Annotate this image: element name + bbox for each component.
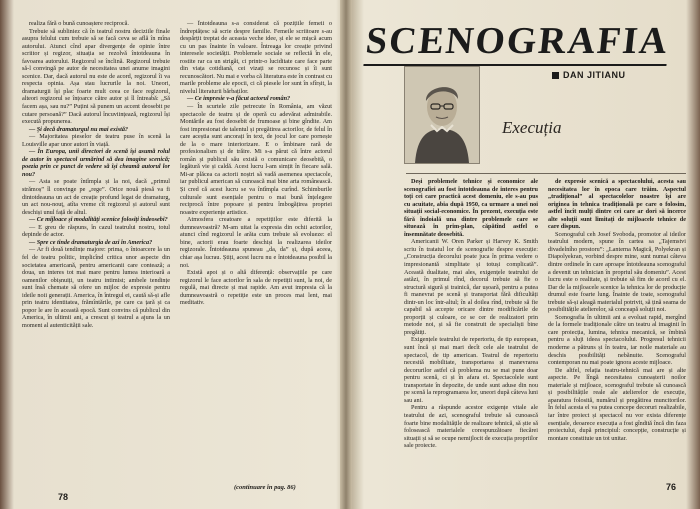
- paragraph: realiza fără o bună cunoaștere reciprocă.: [29, 20, 129, 27]
- right-column-1: [404, 178, 538, 478]
- paragraph: Scenografia în ultimii ani a evoluat rapid, mergînd de la formele tradiționale către un teatru al imaginii în care proiecția, lumina, tehnica mecanică, se îmbină pentru a sluji ideea spectacolului. Progresul tehnicii moderne a pătruns și în teatru, iar noile materiale au deschis posibilități nebănuite. Scenograful contemporan nu mai poate ignora aceste mijloace.: [548, 313, 686, 367]
- paragraph: Scenograful ceh Josef Svoboda, promotor al ideilor teatrului modern, spune în cartea sa „Tajemstvi divadelního prostoru”: „Lanterna Magică, Polyekran și Diapolyekran, vorbind despre mine, sunt numai câteva dintre ordinele în care aproape întotdeauna scenograful a devenit un tehnician în propriul său domeniu”. Acest lucru este o realitate, și trebuie să fim de acord cu el. Dar de la mijloacele scenice la tehnica lor de producție drumul este foarte lung. Înainte de toate, scenograful trebuie să-și aleagă materialul potrivit, să țină seama de posibilitățile atelierelor, să conceapă soluții noi.: [548, 230, 686, 314]
- author-byline: [552, 70, 626, 80]
- paragraph: Americanii W. Oren Parker și Harvey K. Smith scriu în tratatul lor de scenografie despre execuție: „Construcția decorului poate juca în prima vedere o impresionantă simplitate și totuși complicată”. Această dualitate, mai ales, exigențele teatrului de astăzi, în primul rînd, decorul trebuie să fie o structură sigură și trainică, dar ușoară, pentru a putea fi manevrat pe scenă și transportat fără dificultăți dintr-un loc într-altul; în al doilea rînd, trebuie să fie capabil să accepte oricare dintre modificările de proporții și culoare, ce se cer de realizatori prin metode noi, și să fie construit de specialiști bine pregătiți.: [404, 238, 538, 336]
- paragraph: — Întotdeauna s-a considerat că pozițiile femeii o îndreptățesc să scrie despre familie. Femeile scriitoare s-au despărțit treptat de aceasta veche idee, și ele se mișcă acum cu un pas înainte în valoare. Întreaga lor creație privind interesele societății. Problemele sociale se reflectă în ele, rostite rar ca un strigăt, ci printr-o luciditate care face parte din viața cotidiană, cei vizați se recunosc și îi sunt recunoscători. Nu mai e vorba că literatura este în contrast cu marile probleme ale epocii, ci că piesele lor sunt în sfîrșit, la nivelul literaturii bărbaților.: [180, 20, 332, 95]
- left-column-1: [22, 20, 170, 476]
- paragraph: — Și decă dramaturgul nu mai există?: [29, 125, 129, 133]
- left-page: [14, 0, 340, 509]
- article-title-text: SCENOGRAFIA: [363, 18, 671, 66]
- paragraph: Pentru a răspunde acestor exigențe vitale ale teatrului de azi, scenograful trebuie să cunoască foarte bine modalitățile de realizare tehnică, să știe să folosească materialele corespunzătoare fiecărei situații și să se ocupe nemijlocit de execuția propriilor sale proiecte.: [404, 404, 538, 450]
- divider-rule: [406, 173, 686, 174]
- book-spine: [340, 0, 352, 509]
- paragraph: Deși problemele tehnice și economice ale scenografiei au fost întotdeauna de interes pentru toți cei care practică acest domeniu, ele s-au pus cu acuitate, abia după 1950, ca urmare a unei noi situații social-economice. În prezent, execuția este fără îndoială una dintre problemele care se situează în prim-plan, căpătînd astfel o însemnătate deosebită.: [404, 178, 538, 238]
- paragraph: — În Europa, unii directori de scenă își asumă rolul de autor în spectacol urmărind să dea imagine scenică; poezia prin ce punct de vedere să își cheamă autorul lor nou?: [22, 148, 170, 178]
- paragraph: — E greu de răspuns, în cazul teatrului nostru, totul depinde de actor.: [22, 223, 170, 239]
- left-column-2: [180, 20, 332, 476]
- author-photo: [404, 66, 480, 164]
- paragraph: Trebuie să subliniez că în teatrul nostru deciziile finale asupra felului cum trebuie să se facă ceva se află în mîna autorului. Atunci cînd apar divergențe de opinie între scriitor și regizor, situația se rezolvă întotdeauna în favoarea autorului. Regizorul se înclină. Regizorul trebuie să-l convingă pe autor de necesitatea unei anume imagini scenice. Dar, dacă autorul nu este de acord, regizorul îi va respecta opinia. Așa stau lucrurile la noi. Uneori, dramaturgii își plac foarte mult ceea ce face regizorul, alteori regizorul se înțoarce către autor și îl întreabă: „Să facem așa, sau nu?” Puțini să punem un accent deosebit pe cutare persoană?” Dacă autorul încuviințează, regizorul își execută propunerea.: [22, 27, 170, 126]
- paragraph: — Ce impresie v-a făcut actorul român?: [187, 95, 291, 103]
- paragraph: — Asta se poate întîmpla și la noi, dacă „primul strămoș” îl convinge pe „rege”. Orice nouă piesă va fi dintotdeauna un act de creație profund legat de dramaturg, un act nou-nouț, atîta vreme cît regizorul și autorul sunt deschiși unul față de altul.: [22, 178, 170, 216]
- paragraph: De altfel, relația teatru-tehnică mai are și alte aspecte. Pe lîngă necesitatea cunoașterii noilor materiale și mijloace, scenograful trebuie să cunoască și posibilitățile reale ale atelierelor de execuție, aparatura folosită, numărul și pregătirea muncitorilor. În felul acesta el va putea concepe decoruri realizabile, iar între proiect și spectacol nu vor exista diferențe esențiale, deoarece execuția a fost gîndită încă din faza proiectului, după principiul: concepție, construcție și montare constituie un tot unitar.: [548, 366, 686, 442]
- continuation-note: (continuare în pag. 86): [234, 484, 296, 491]
- article-title: [364, 18, 687, 64]
- portrait-image: [405, 67, 479, 163]
- paragraph: Atmosfera creatoare a repetițiilor este diferită la dumneavoastră? M-am uitat la expresia din ochii actorilor, atunci cînd regizorul le arăta cum trebuie să evolueze: el bine, actorii erau foarte deschiși la realizarea ideilor regizorale. Întotdeauna spuneau „da, da” și, după aceea, chiar așa lucrau. Știți, acest lucru nu e întotdeauna posibil la noi.: [180, 216, 332, 269]
- paragraph: — În scurtele zile petrecute în România, am văzut spectacole de teatru și de operă cu adevărat admirabile. Montările au fost deosebit de frumoase și bine gîndite. Am fost impresionat de talentul și pregătirea actorilor, de felul în care aceștia sunt ancorați în text, de jocul lor care pornește de la o mare interiorizare. E o îmbinare rară de profesionalism și de trăire. Mi s-a părut că între actorul român și publicul său există o comunicare deosebită, o legătură vie și caldă. Acest lucru l-am simțit în fiecare sală. Mi-ar plăcea ca actorii noștri să vadă asemenea spectacole, iar publicul american să cunoască mai bine arta românească. Și cred că acest lucru se va întîmpla curînd. Schimburile culturale sunt esențiale pentru o mai bună înțelegere reciprocă între popoare și pentru îmbogățirea propriei noastre experiențe artistice.: [180, 103, 332, 216]
- author-name: DAN JITIANU: [563, 70, 626, 80]
- left-page-number: 78: [58, 492, 69, 502]
- right-column-2: [548, 178, 686, 478]
- right-page-number: 76: [666, 482, 677, 492]
- paragraph: de expresie scenică a spectacolului, acesta sau necesitatea lor în epoca care trăim. Aspectul „tradițional” al spectacolelor noastre își are originea în tehnica tradițională pe care o folosim, astfel încît mulți dintre cei care ar dori să încerce alte soluții sunt limitați de mijloacele tehnice de care dispun.: [548, 178, 686, 231]
- paragraph: Există apoi și o altă diferență: observațiile pe care regizorul le face actorilor în sala de repetiții sunt, la noi, de regulă, mai directe și mai rapide. Am avut impresia că la dumneavoastră o repetiție este un proces mai lent, mai meditativ.: [180, 269, 332, 307]
- paragraph: — Ce mijloace și modalități scenice folosiți îndeosebi?: [29, 216, 168, 224]
- paragraph: — Ar fi două tendințe majore: prima, o întoarcere la un fel de teatru politic, implicînd critica unor aspecte din societatea americană, pentru americanii care contează; a doua, un interes tot mai mare pentru lumea interioară a oamenilor obișnuiți, un teatru intimist; ambele tendințe sunt însă chemate să ofere un mijloc de expresie pentru ideile noii generații. America, în întregul ei, caută să-și afle prin teatru identitatea, frămîntările, pe care ca țară și ca popor le are în această epocă. Sunt convins că publicul din America, în ultimii ani, a crescut și teatrul a ajuns la un moment al autenticității sale.: [22, 246, 170, 329]
- article-subtitle: Execuția: [502, 118, 562, 137]
- bullet-square-icon: [552, 72, 559, 79]
- paragraph: Exigențele teatrului de repertoriu, de tip european, sunt încă și mai mari decît cele ale teatrului de spectacol, de tip american. Teatrul de repertoriu necesită mobilitate, transportarea și manevrarea decorurilor astfel că problema nu se mai pune doar pentru scenă, ci și în afara ei. Spectacolele sunt transportate în depozite, de unde sunt aduse din nou pe scenă la reprogramarea lor, uneori după câteva luni sau ani.: [404, 336, 538, 404]
- right-page: [352, 0, 688, 509]
- paragraph: — Majoritatea pieselor de teatru puse în scenă la Louisville apar unor autori în viață.: [22, 133, 170, 148]
- paragraph: — Spre ce tinde dramaturgia de azi în America?: [29, 238, 153, 246]
